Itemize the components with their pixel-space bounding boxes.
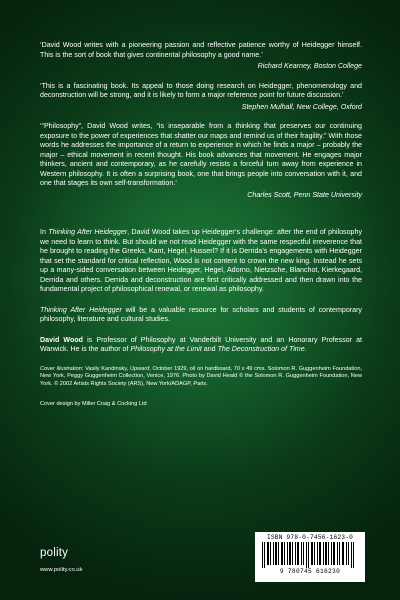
isbn-text: ISBN 978-0-7456-1623-0 (266, 534, 354, 541)
cover-design-credit: Cover design by Miller Craig & Cocking Ltd (40, 400, 147, 407)
publisher-logo: polity (40, 547, 69, 559)
review-quote-2: ‘This is a fascinating book. Its appeal to those doing research on Heidegger, phenomenology and deconstruction will be strong, and it is likely to form a major reference point for future discussion.’ (40, 81, 362, 99)
ean-number: 9 780745 616230 (279, 568, 341, 575)
barcode (255, 532, 365, 582)
review-attribution-1: Richard Kearney, Boston College (257, 62, 362, 70)
review-quote-3: ‘“Philosophy”, David Wood writes, “is inseparable from a thinking that preserves our continuing exposure to the power of experiences that shatter our maps and remind us of their fragility.” With those words he addresses the importance of a return to experience in which he finds a major – probably the major – ethical movement in recent thought. His book advances that movement. He engages major thinkers, ancient and contemporary, as he carefully resists a forceful turn away from experience in Western philosophy. It is often a surprising book, one that brings people into conversation with it, and one that stages its own self-transformation.’ (40, 122, 362, 187)
review-quote-1: ‘David Wood writes with a pioneering passion and reflective patience worthy of Heidegger himself. This is the sort of book that gives continental philosophy a good name.’ (40, 41, 362, 59)
publisher-url: www.polity.co.uk (40, 567, 83, 573)
author-name: David Wood (40, 335, 83, 344)
book-title: Thinking After Heidegger (40, 305, 122, 314)
description-paragraph: In Thinking After Heidegger, David Wood takes up Heidegger’s challenge: after the end of philosophy we need to learn to think. But should we not read Heidegger with the same respectful irreverence that he brought to reading the Greeks, Kant, Hegel, Husserl? If it is Derrida’s engagements with Heidegger that set the standard for critical reflection, Wood is not content to crown the new king. Instead he sets up a many-sided conversation between Heidegger, Hegel, Adorno, Nietzsche, Blanchot, Kierkegaard, Derrida and others. Derrida and deconstruction are first critically addressed and then drawn into the fundamental project of philosophical renewal, or renewal as philosophy. (40, 228, 362, 293)
book-title: Thinking After Heidegger (48, 228, 128, 236)
review-attribution-2: Stephen Mulhall, New College, Oxford (241, 102, 362, 111)
review-attribution-3: Charles Scott, Penn State University (247, 190, 362, 199)
author-bio: David Wood is Professor of Philosophy at Vanderbilt University and an Honorary Professor at Warwick. He is the author of Philosophy at the Limit and The Deconstruction of Time. (40, 335, 362, 353)
audience-paragraph: Thinking After Heidegger will be a valuable resource for scholars and students of contemporary philosophy, literature and cultural studies. (40, 305, 362, 323)
barcode-bars (260, 542, 360, 568)
cover-illustration-credit: Cover illustration: Vasily Kandinsky, Upward, October 1929, oil on hardboard, 70 x 49 cms. Solomon R. Guggenheim Foundation, New York, Peggy Guggenheim Collection, Venice, 1976. Photo by David Heald © the Solomon R. Guggenheim Foundation, New York. © 2002 Artists Rights Society (ARS), New York/ADAGP, Paris. (40, 365, 362, 387)
